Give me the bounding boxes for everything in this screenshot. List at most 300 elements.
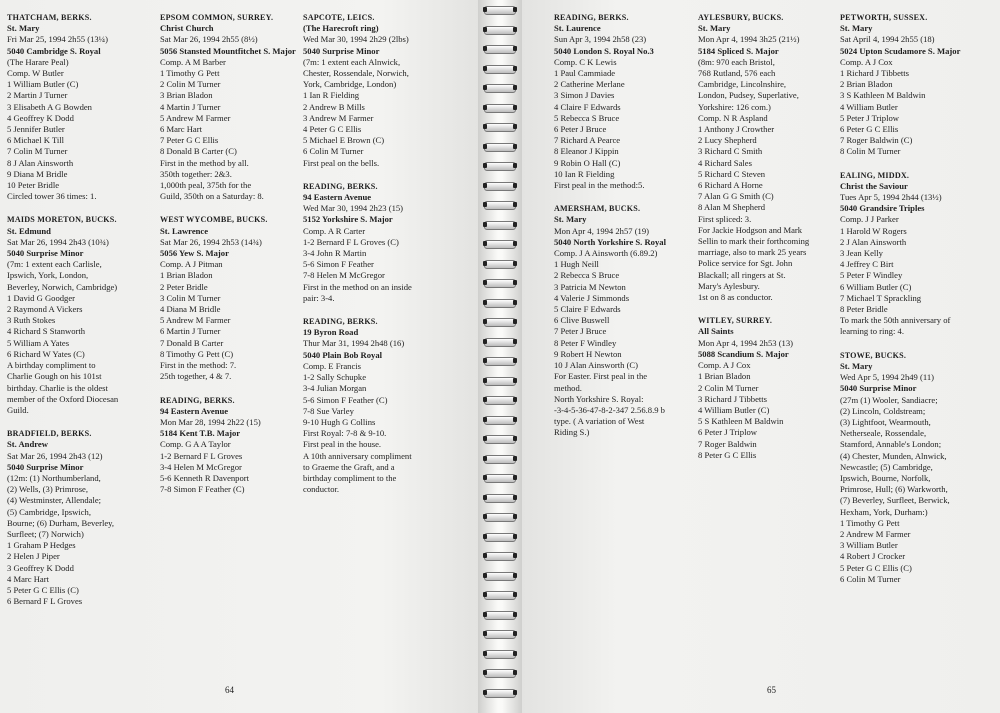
peal-location: AYLESBURY, BUCKS. (698, 13, 784, 22)
page-number: 65 (767, 685, 776, 695)
binding-coil (484, 474, 516, 483)
binding-coil (484, 513, 516, 522)
peal-line: 3 S Kathleen M Baldwin (840, 90, 926, 101)
peal-line: 7 Alan G G Smith (C) (698, 191, 774, 202)
peal-location: EPSOM COMMON, SURREY. (160, 13, 274, 22)
peal-line: Guild, 350th on a Saturday: 8. (160, 191, 264, 202)
peal-method: 5040 Surprise Minor (7, 461, 84, 472)
peal-entry (840, 350, 995, 585)
binding-coil (484, 279, 516, 288)
peal-line: 10 Ian R Fielding (554, 168, 615, 179)
peal-line: 8 Timothy G Pett (C) (160, 348, 234, 359)
binding-coil (484, 299, 516, 308)
peal-line: 2 Helen J Piper (7, 551, 60, 562)
peal-line: 5 Peter J Triplow (840, 112, 899, 123)
binding-coil (484, 455, 516, 464)
right-column-2 (698, 12, 840, 473)
peal-entry (698, 12, 840, 303)
peal-line: (2) Lincoln, Coldstream; (840, 405, 926, 416)
peal-line: 1 Brian Bladon (698, 371, 751, 382)
peal-line: 4 Geoffrey K Dodd (7, 112, 74, 123)
peal-location: SAPCOTE, LEICS. (303, 13, 375, 22)
peal-line: 3 Geoffrey K Dodd (7, 562, 74, 573)
peal-method: 5040 Cambridge S. Royal (7, 45, 101, 56)
peal-line: For Easter. First peal in the (554, 371, 648, 382)
binding-coil (484, 396, 516, 405)
peal-line: Comp. E Francis (303, 360, 362, 371)
peal-entry (698, 315, 840, 461)
peal-line: 8 Donald B Carter (C) (160, 146, 237, 157)
peal-date: Mon Apr 4, 1994 2h57 (19) (554, 225, 650, 236)
peal-dedication: St. Mary (7, 23, 40, 34)
peal-line: Comp. A J Cox (840, 56, 893, 67)
peal-line: 1st on 8 as conductor. (698, 292, 773, 303)
peal-line: 1,000th peal, 375th for the (160, 180, 252, 191)
peal-location: READING, BERKS. (303, 317, 378, 327)
peal-line: learning to ring: 4. (840, 326, 904, 337)
peal-line: 6 Peter G C Ellis (840, 124, 899, 135)
peal-line: 3 Richard C Smith (698, 146, 763, 157)
peal-date: Wed Apr 5, 1994 2h49 (11) (840, 372, 934, 383)
peal-line: type. ( A variation of West (554, 416, 645, 427)
peal-line: 6 Peter J Triplow (698, 427, 757, 438)
peal-line: Netherseale, Rossendale, (840, 428, 927, 439)
peal-method: 5056 Stansted Mountfitchet S. Major (160, 45, 296, 56)
peal-date: Thur Mar 31, 1994 2h48 (16) (303, 338, 405, 349)
peal-line: 7 Roger Baldwin (C) (840, 135, 913, 146)
binding-coil (484, 221, 516, 230)
peal-line: 6 Michael K Till (7, 135, 65, 146)
peal-line: (7m: 1 extent each Alnwick, (303, 56, 401, 67)
peal-dedication: St. Mary (840, 360, 873, 371)
peal-location: AMERSHAM, BUCKS. (554, 204, 641, 214)
peal-method: 5040 Surprise Minor (7, 248, 84, 259)
binding-coil (484, 104, 516, 113)
peal-line: A birthday compliment to (7, 360, 96, 371)
binding-coil (484, 357, 516, 366)
peal-line: 3 Colin M Turner (160, 292, 221, 303)
peal-line: (4) Chester, Munden, Alnwick, (840, 450, 947, 461)
peal-line: Comp. N R Aspland (698, 112, 768, 123)
peal-line: 6 Richard W Yates (C) (7, 348, 85, 359)
peal-line: 1 Anthony J Crowther (698, 124, 775, 135)
peal-line: First peal in the house. (303, 439, 382, 450)
peal-line: 9-10 Hugh G Collins (303, 416, 376, 427)
peal-line: Comp. A J Cox (698, 360, 751, 371)
peal-line: 2 Raymond A Vickers (7, 304, 83, 315)
peal-location: READING, BERKS. (554, 13, 629, 22)
peal-line: Riding S.) (554, 427, 590, 438)
peal-line: York, Cambridge, London) (303, 79, 397, 90)
peal-date: Sat Mar 26, 1994 2h53 (14¾) (160, 236, 262, 247)
peal-line: 8 Peter G C Ellis (698, 449, 757, 460)
peal-line: 1 Richard J Tibbetts (840, 68, 909, 79)
peal-line: 4 Valerie J Simmonds (554, 292, 630, 303)
peal-line: 9 Robin O Hall (C) (554, 157, 621, 168)
peal-line: 6 Richard A Horne (698, 180, 763, 191)
peal-line: Comp. J J Parker (840, 214, 899, 225)
peal-line: For Jackie Hodgson and Mark (698, 224, 803, 235)
peal-line: 2 J Alan Ainsworth (840, 236, 907, 247)
peal-dedication: St. Lawrence (160, 225, 209, 236)
peal-date: Wed Mar 30, 1994 2h23 (15) (303, 203, 404, 214)
peal-date: Sat April 4, 1994 2h55 (18) (840, 34, 935, 45)
peal-line: 1 William Butler (C) (7, 79, 79, 90)
peal-line: 7 Richard A Pearce (554, 135, 621, 146)
peal-line: First in the method on an inside (303, 281, 412, 292)
peal-line: 4 William Butler (C) (698, 404, 770, 415)
peal-line: 5 Michael E Brown (C) (303, 135, 385, 146)
peal-line: Comp. W Butler (7, 68, 64, 79)
peal-line: 3 Jean Kelly (840, 248, 883, 259)
peal-line: 6 Bernard F L Groves (7, 596, 83, 607)
peal-line: 1 Timothy G Pett (160, 68, 220, 79)
peal-line: 1 Ian R Fielding (303, 90, 360, 101)
peal-line: 350th together: 2&3. (160, 168, 232, 179)
peal-line: First peal on the bells. (303, 157, 380, 168)
peal-line: 1 Timothy G Pett (840, 517, 900, 528)
peal-line: 5 Peter G C Ellis (C) (840, 562, 912, 573)
peal-entry (840, 170, 995, 338)
peal-line: 3 Richard J Tibbetts (698, 393, 767, 404)
peal-line: 5-6 Simon F Feather (C) (303, 394, 388, 405)
peal-dedication: St. Edmund (7, 225, 51, 236)
peal-line: 2 Colin M Turner (698, 382, 759, 393)
peal-line: 8 J Alan Ainsworth (7, 157, 74, 168)
peal-line: Newcastle; (5) Cambridge, (840, 461, 933, 472)
peal-line: (The Harare Peal) (7, 56, 69, 67)
peal-line: 7 Michael T Sprackling (840, 292, 922, 303)
peal-line: North Yorkshire S. Royal: (554, 393, 644, 404)
peal-line: 3-4 Julian Morgan (303, 383, 367, 394)
peal-line: Comp. A M Barber (160, 56, 226, 67)
peal-line: Mary's Aylesbury. (698, 280, 760, 291)
peal-entry (7, 214, 157, 416)
peal-line: 8 Peter Bridle (840, 304, 888, 315)
peal-dedication: 19 Byron Road (303, 327, 359, 338)
binding-coil (484, 552, 516, 561)
peal-line: 5 Andrew M Farmer (160, 112, 231, 123)
peal-date: Sun Apr 3, 1994 2h58 (23) (554, 34, 647, 45)
peal-entry (303, 181, 463, 304)
peal-line: 4 Jeffrey C Birt (840, 259, 894, 270)
peal-line: First in the method by all. (160, 157, 249, 168)
spiral-binding (478, 0, 522, 713)
peal-date: Sat Mar 26, 1994 2h43 (10¾) (7, 236, 109, 247)
binding-coil (484, 65, 516, 74)
binding-coil (484, 201, 516, 210)
binding-coil (484, 611, 516, 620)
peal-method: 5040 London S. Royal No.3 (554, 45, 654, 56)
peal-line: (3) Lightfoot, Wearmouth, (840, 416, 931, 427)
peal-line: (4) Westminster, Allendale; (7, 495, 102, 506)
peal-line: 5 Peter G C Ellis (C) (7, 584, 79, 595)
peal-line: 3-4 Helen M McGregor (160, 461, 242, 472)
peal-line: 3-4 John R Martin (303, 248, 367, 259)
binding-coil (484, 669, 516, 678)
peal-line: Comp. A J Pitman (160, 259, 223, 270)
peal-dedication: 94 Eastern Avenue (160, 405, 229, 416)
peal-line: 2 Catherine Merlane (554, 79, 625, 90)
binding-coil (484, 123, 516, 132)
peal-line: 8 Peter F Windley (554, 337, 617, 348)
peal-line: First in the method: 7. (160, 360, 237, 371)
peal-line: 7 Roger Baldwin (698, 438, 757, 449)
peal-line: 10 Peter Bridle (7, 180, 60, 191)
binding-coil (484, 26, 516, 35)
peal-line: 5-6 Kenneth R Davenport (160, 472, 250, 483)
peal-line: 7-8 Helen M McGregor (303, 270, 385, 281)
peal-line: to Graeme the Graft, and a (303, 461, 395, 472)
left-column-3 (303, 12, 463, 507)
peal-line: 1-2 Sally Schupke (303, 372, 367, 383)
peal-line: Yorkshire: 126 com.) (698, 101, 771, 112)
peal-line: Circled tower 36 times: 1. (7, 191, 97, 202)
peal-line: conductor. (303, 484, 340, 495)
peal-date: Sat Mar 26, 1994 2h43 (12) (7, 450, 103, 461)
peal-entry (160, 214, 305, 382)
peal-line: member of the Oxford Diocesan (7, 393, 119, 404)
peal-entry (303, 12, 463, 169)
binding-coil (484, 240, 516, 249)
peal-location: READING, BERKS. (303, 181, 378, 191)
peal-line: 6 Peter J Bruce (554, 124, 607, 135)
peal-line: 7 Donald B Carter (160, 337, 224, 348)
binding-coil (484, 338, 516, 347)
peal-line: 7 Peter J Bruce (554, 326, 607, 337)
peal-line: 9 Robert H Newton (554, 348, 622, 359)
left-column-1 (7, 12, 157, 619)
peal-line: 7-8 Simon F Feather (C) (160, 484, 245, 495)
peal-line: First Royal: 7-8 & 9-10. (303, 428, 387, 439)
peal-line: 1 David G Goodger (7, 292, 76, 303)
peal-line: Beverley, Norwich, Cambridge) (7, 281, 118, 292)
peal-line: 4 William Butler (840, 101, 898, 112)
peal-line: Stamford, Annable's London; (840, 439, 942, 450)
peal-line: 6 Colin M Turner (840, 573, 901, 584)
peal-method: 5040 Plain Bob Royal (303, 349, 383, 360)
peal-line: (5) Cambridge, Ipswich, (7, 506, 92, 517)
peal-line: birthday compliment to the (303, 472, 397, 483)
binding-coil (484, 162, 516, 171)
peal-date: Fri Mar 25, 1994 2h55 (13¼) (7, 34, 108, 45)
peal-method: 5088 Scandium S. Major (698, 348, 789, 359)
binding-coil (484, 416, 516, 425)
peal-method: 5040 Grandsire Triples (840, 203, 925, 214)
binding-coil (484, 435, 516, 444)
peal-location: STOWE, BUCKS. (840, 350, 907, 360)
peal-line: 3 Ruth Stokes (7, 315, 56, 326)
peal-line: 4 Robert J Crocker (840, 551, 906, 562)
binding-coil (484, 182, 516, 191)
peal-line: method. (554, 382, 582, 393)
peal-line: Primrose, Hull; (6) Warkworth, (840, 484, 948, 495)
peal-line: 25th together, 4 & 7. (160, 371, 232, 382)
peal-line: (8m: 970 each Bristol, (698, 56, 775, 67)
peal-method: 5040 North Yorkshire S. Royal (554, 236, 666, 247)
peal-line: To mark the 50th anniversary of (840, 315, 951, 326)
peal-line: 5 Rebecca S Bruce (554, 112, 620, 123)
peal-line: 6 Clive Buswell (554, 315, 610, 326)
peal-line: 6 Colin M Turner (303, 146, 364, 157)
peal-entry (554, 12, 699, 191)
peal-method: 5184 Spliced S. Major (698, 45, 779, 56)
peal-line: 2 Andrew M Farmer (840, 528, 911, 539)
peal-dedication: (The Harecroft ring) (303, 23, 379, 34)
peal-location: WEST WYCOMBE, BUCKS. (160, 215, 268, 225)
peal-line: Comp. A R Carter (303, 225, 366, 236)
peal-line: 2 Brian Bladon (840, 79, 893, 90)
peal-date: Mon Apr 4, 1994 3h25 (21½) (698, 34, 800, 45)
peal-line: 1-2 Bernard F L Groves (160, 450, 243, 461)
peal-dedication: 94 Eastern Avenue (303, 192, 372, 203)
peal-location: PETWORTH, SUSSEX. (840, 13, 928, 22)
peal-line: 4 Peter G C Ellis (303, 124, 362, 135)
peal-line: Hexham, York, Durham:) (840, 506, 928, 517)
peal-dedication: St. Mary (698, 23, 731, 34)
peal-entry (554, 203, 699, 438)
peal-line: 2 Martin J Turner (7, 90, 68, 101)
peal-location: WITLEY, SURREY. (698, 316, 773, 326)
peal-line: 6 Martin J Turner (160, 326, 221, 337)
binding-coil (484, 260, 516, 269)
peal-entry (160, 12, 305, 202)
peal-line: (7m: 1 extent each Carlisle, (7, 259, 102, 270)
peal-dedication: All Saints (698, 326, 734, 337)
peal-entry (7, 12, 157, 202)
peal-method: 5056 Yew S. Major (160, 248, 229, 259)
peal-line: Comp. C K Lewis (554, 56, 617, 67)
peal-line: 1 Paul Cammiade (554, 68, 616, 79)
peal-line: Charlie Gough on his 101st (7, 371, 102, 382)
binding-coil (484, 377, 516, 386)
peal-line: 2 Colin M Turner (160, 79, 221, 90)
peal-line: 5 Andrew M Farmer (160, 315, 231, 326)
peal-line: Comp. G A A Taylor (160, 439, 231, 450)
right-page (522, 0, 1000, 713)
left-page (0, 0, 478, 713)
peal-entry (303, 316, 463, 495)
peal-line: 5 Peter F Windley (840, 270, 903, 281)
peal-line: 5 Richard C Steven (698, 168, 766, 179)
peal-method: 5024 Upton Scudamore S. Major (840, 45, 961, 56)
peal-line: 4 Richard Sales (698, 157, 752, 168)
binding-coil (484, 318, 516, 327)
peal-line: 2 Peter Bridle (160, 281, 208, 292)
peal-method: 5152 Yorkshire S. Major (303, 214, 393, 225)
peal-line: 3 Elisabeth A G Bowden (7, 101, 92, 112)
peal-location: READING, BERKS. (160, 395, 235, 405)
peal-line: 3 Simon J Davies (554, 90, 615, 101)
peal-line: Ipswich, Bourne, Norfolk, (840, 472, 931, 483)
peal-dedication: St. Mary (840, 23, 873, 34)
binding-coil (484, 143, 516, 152)
peal-location: EALING, MIDDX. (840, 170, 910, 180)
peal-line: London, Pudsey, Superlative, (698, 90, 799, 101)
binding-coil (484, 591, 516, 600)
peal-line: 4 Martin J Turner (160, 101, 221, 112)
peal-line: 1-2 Bernard F L Groves (C) (303, 236, 399, 247)
peal-line: 1 Harold W Rogers (840, 225, 907, 236)
binding-coil (484, 630, 516, 639)
peal-entry (160, 395, 305, 496)
peal-location: THATCHAM, BERKS. (7, 13, 92, 22)
page-number: 64 (225, 685, 234, 695)
binding-coil (484, 650, 516, 659)
peal-line: 768 Rutland, 576 each (698, 68, 776, 79)
peal-line: 2 Andrew B Mills (303, 101, 365, 112)
peal-line: 3 Brian Bladon (160, 90, 213, 101)
peal-line: 7 Colin M Turner (7, 146, 68, 157)
peal-line: 2 Rebecca S Bruce (554, 270, 620, 281)
peal-line: 8 Eleanor J Kippin (554, 146, 619, 157)
peal-entry (7, 428, 157, 607)
binding-coil (484, 84, 516, 93)
peal-dedication: Christ the Saviour (840, 180, 908, 191)
binding-coil (484, 6, 516, 15)
peal-method: 5184 Kent T.B. Major (160, 428, 241, 439)
peal-date: Mon Apr 4, 1994 2h53 (13) (698, 337, 794, 348)
peal-line: Blackall; all ringers at St. (698, 269, 786, 280)
peal-line: 6 Marc Hart (160, 124, 202, 135)
peal-line: 5-6 Simon F Feather (303, 259, 374, 270)
peal-line: 5 Jennifer Butler (7, 124, 65, 135)
peal-line: 7-8 Sue Varley (303, 405, 354, 416)
peal-line: -3-4-5-36-47-8-2-347 2.56.8.9 b (554, 404, 665, 415)
peal-line: 6 William Butler (C) (840, 281, 912, 292)
peal-line: Comp. J A Ainsworth (6.89.2) (554, 248, 658, 259)
peal-line: 4 Richard S Stanworth (7, 326, 86, 337)
left-column-2 (160, 12, 305, 507)
peal-line: 2 Lucy Shepherd (698, 135, 757, 146)
peal-line: (7) Beverley, Surfleet, Berwick, (840, 495, 950, 506)
peal-line: 8 Alan M Shepherd (698, 202, 766, 213)
peal-line: 1 Hugh Neill (554, 259, 599, 270)
peal-line: First spliced: 3. (698, 213, 752, 224)
peal-line: Surfleet; (7) Norwich) (7, 528, 84, 539)
binding-coil (484, 45, 516, 54)
peal-line: birthday. Charlie is the oldest (7, 382, 108, 393)
peal-line: Ipswich, York, London, (7, 270, 89, 281)
peal-line: 8 Colin M Turner (840, 146, 901, 157)
binding-coil (484, 494, 516, 503)
peal-dedication: St. Laurence (554, 23, 601, 34)
right-column-1 (554, 12, 699, 451)
peal-line: 4 Claire F Edwards (554, 101, 621, 112)
peal-date: Tues Apr 5, 1994 2h44 (13½) (840, 192, 942, 203)
peal-line: (2) Wells, (3) Primrose, (7, 484, 89, 495)
binding-coil (484, 689, 516, 698)
peal-line: A 10th anniversary compliment (303, 450, 412, 461)
peal-method: 5040 Surprise Minor (303, 45, 380, 56)
peal-line: Bourne; (6) Durham, Beverley, (7, 517, 115, 528)
peal-line: First peal in the method:5. (554, 180, 645, 191)
peal-date: Wed Mar 30, 1994 2h29 (2lbs) (303, 34, 409, 45)
peal-line: Cambridge, Lincolnshire, (698, 79, 787, 90)
peal-line: Sellin to mark their forthcoming (698, 236, 810, 247)
peal-entry (840, 12, 995, 158)
peal-line: 7 Peter G C Ellis (160, 135, 219, 146)
peal-line: Chester, Rossendale, Norwich, (303, 68, 409, 79)
peal-line: 5 Claire F Edwards (554, 304, 621, 315)
peal-line: 3 Patricia M Newton (554, 281, 626, 292)
peal-date: Mon Mar 28, 1994 2h22 (15) (160, 416, 261, 427)
peal-line: marriage, also to mark 25 years (698, 247, 807, 258)
peal-line: 1 Brian Bladon (160, 270, 213, 281)
peal-line: 3 Andrew M Farmer (303, 112, 374, 123)
binding-coil (484, 572, 516, 581)
peal-line: Guild. (7, 404, 29, 415)
